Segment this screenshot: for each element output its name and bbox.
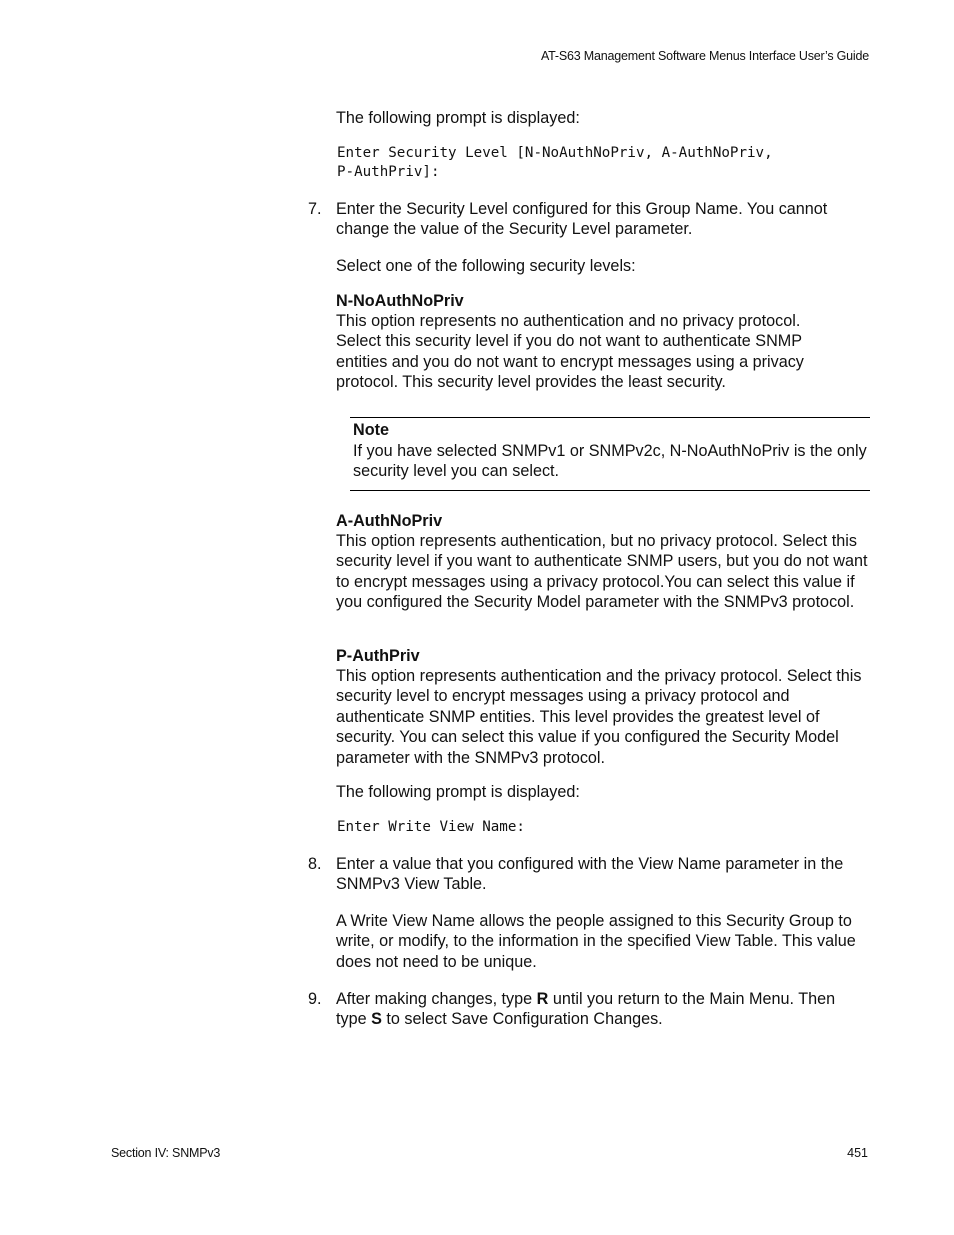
prompt-intro: The following prompt is displayed:	[336, 109, 580, 127]
step-number: 9.	[308, 990, 322, 1008]
footer-section: Section IV: SNMPv3	[111, 1146, 221, 1160]
note-bottom-rule	[350, 490, 870, 491]
key-r: R	[536, 990, 549, 1008]
option-title: N-NoAuthNoPriv	[336, 292, 464, 310]
option-description: This option represents authentication and the privacy protocol. Select this security level to encrypt messages using a privacy protocol and authenticate SNMP entities. This level provides the greatest level of security. You can select this value if you configured the Security Model parameter with the SNMPv3 protocol.	[336, 667, 862, 767]
prompt-line: Enter Security Level [N-NoAuthNoPriv, A-AuthNoPriv,	[337, 145, 773, 161]
key-s: S	[371, 1010, 382, 1029]
step-text: Enter a value that you configured with the View Name parameter in the SNMPv3 View Table.	[336, 855, 844, 894]
prompt-line: P-AuthPriv]:	[337, 164, 440, 180]
step-number: 8.	[308, 855, 322, 873]
option-title: A-AuthNoPriv	[336, 512, 443, 530]
step-text: After making changes, type R until you return to the Main Menu. Then type S to select Save Configuration Changes.	[336, 990, 836, 1029]
select-intro: Select one of the following security levels:	[336, 257, 636, 275]
option-description: This option represents no authentication and no privacy protocol. Select this security level if you do not want to authenticate SNMP entities and you do not want to encrypt messages using a privacy protocol. This security level provides the least security.	[336, 312, 804, 392]
running-header: AT-S63 Management Software Menus Interface User’s Guide	[540, 49, 869, 63]
note-top-rule	[350, 417, 870, 418]
step-paragraph: A Write View Name allows the people assigned to this Security Group to write, or modify, to the information in the specified View Table. This value does not need to be unique.	[336, 912, 856, 971]
note-title: Note	[353, 421, 389, 439]
option-title: P-AuthPriv	[336, 647, 420, 665]
page-number: 451	[847, 1146, 868, 1160]
note-text: If you have selected SNMPv1 or SNMPv2c, N-NoAuthNoPriv is the only security level you can select.	[353, 442, 867, 481]
step-number: 7.	[308, 200, 322, 218]
option-description: This option represents authentication, but no privacy protocol. Select this security level if you want to authenticate SNMP users, but you do not want to encrypt messages using a privacy protocol.You can select this value if you configured the Security Model parameter with the SNMPv3 protocol.	[336, 532, 868, 612]
prompt-line: Enter Write View Name:	[337, 819, 525, 835]
prompt-intro: The following prompt is displayed:	[336, 783, 580, 801]
step-text: Enter the Security Level configured for this Group Name. You cannot change the value of the Security Level parameter.	[336, 200, 828, 239]
